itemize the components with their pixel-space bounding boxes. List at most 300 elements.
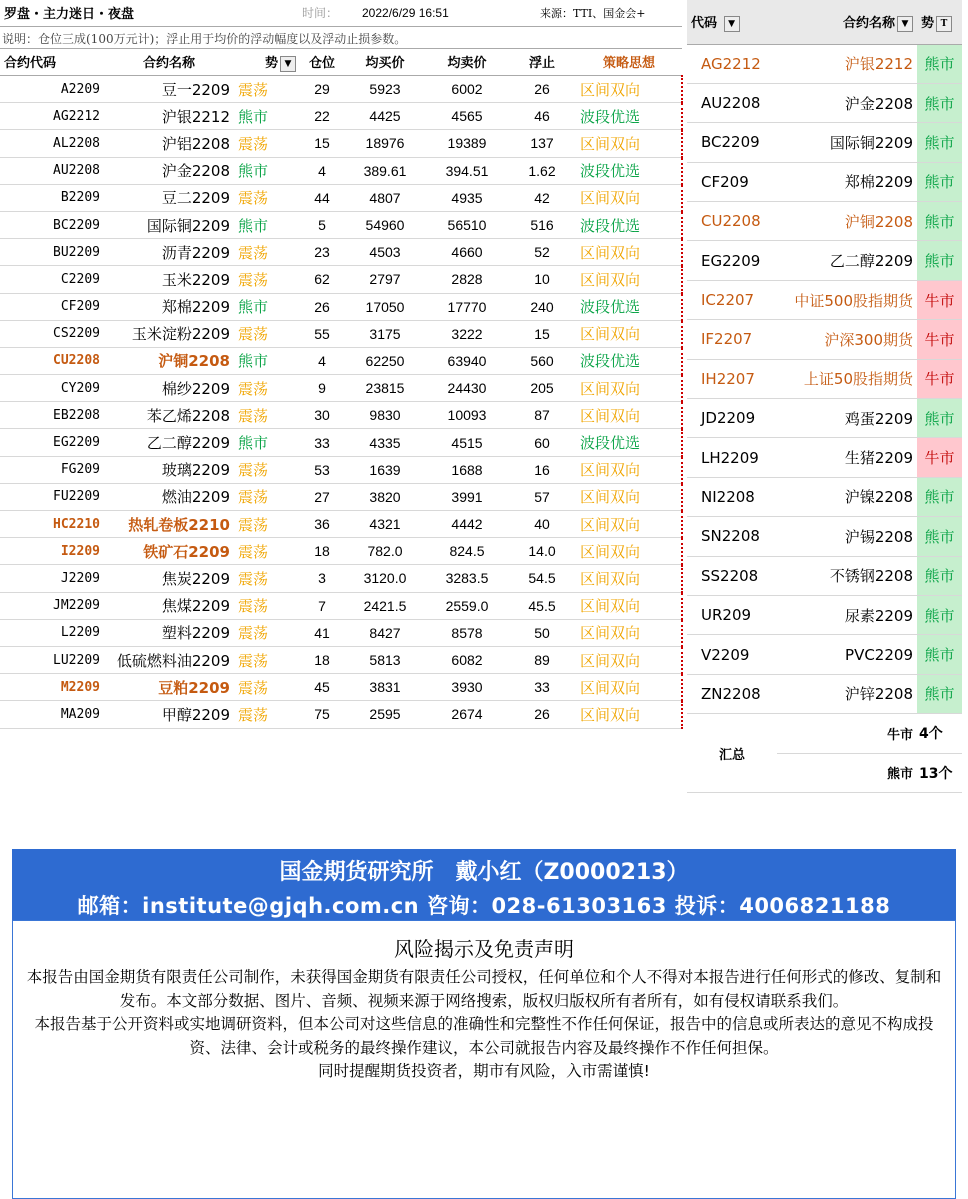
trend-row bbox=[687, 635, 962, 674]
avg-buy-cell: 4425 bbox=[344, 103, 426, 130]
contract-name: 燃油2209 bbox=[104, 483, 234, 510]
trend-summary-sheet bbox=[687, 0, 962, 793]
trend-name: PVC2209 bbox=[777, 635, 917, 674]
avg-sell-cell: 19389 bbox=[426, 130, 508, 157]
trend-code: IH2207 bbox=[687, 359, 777, 398]
position-cell: 18 bbox=[300, 646, 344, 673]
strategy-cell: 区间双向 bbox=[576, 619, 682, 646]
contract-code: AU2208 bbox=[0, 157, 104, 184]
avg-sell-cell: 4442 bbox=[426, 511, 508, 538]
strategy-cell: 区间双向 bbox=[576, 130, 682, 157]
table-row bbox=[0, 266, 682, 293]
position-cell: 55 bbox=[300, 320, 344, 347]
trend-name: 乙二醇2209 bbox=[777, 241, 917, 280]
col-avg-buy: 均买价 bbox=[344, 49, 426, 76]
strategy-cell: 区间双向 bbox=[576, 375, 682, 402]
position-cell: 33 bbox=[300, 429, 344, 456]
table-row bbox=[0, 76, 682, 103]
avg-buy-cell: 17050 bbox=[344, 293, 426, 320]
table-row bbox=[0, 565, 682, 592]
col-name: 合约名称 bbox=[104, 49, 234, 76]
table-row bbox=[0, 538, 682, 565]
dropdown-arrow-icon[interactable]: ▼ bbox=[280, 56, 296, 72]
col-float-stop: 浮止 bbox=[508, 49, 576, 76]
strategy-cell: 波段优选 bbox=[576, 157, 682, 184]
trend-code: IF2207 bbox=[687, 320, 777, 359]
strategy-cell: 区间双向 bbox=[576, 320, 682, 347]
trend-row bbox=[687, 83, 962, 122]
trend-value: 熊市 bbox=[917, 83, 962, 122]
strategy-cell: 区间双向 bbox=[576, 674, 682, 701]
strategy-cell: 区间双向 bbox=[576, 646, 682, 673]
trend-name: 沪深300期货 bbox=[777, 320, 917, 359]
position-cell: 22 bbox=[300, 103, 344, 130]
strategy-cell: 波段优选 bbox=[576, 211, 682, 238]
contract-name: 塑料2209 bbox=[104, 619, 234, 646]
trend-row bbox=[687, 477, 962, 516]
summary-bull-row bbox=[687, 714, 962, 753]
float-stop-cell: 205 bbox=[508, 375, 576, 402]
contract-name: 玉米淀粉2209 bbox=[104, 320, 234, 347]
avg-sell-cell: 24430 bbox=[426, 375, 508, 402]
float-stop-cell: 52 bbox=[508, 239, 576, 266]
contract-name: 郑棉2209 bbox=[104, 293, 234, 320]
avg-buy-cell: 9830 bbox=[344, 402, 426, 429]
main-sheet bbox=[0, 0, 682, 729]
float-stop-cell: 240 bbox=[508, 293, 576, 320]
avg-sell-cell: 8578 bbox=[426, 619, 508, 646]
trend-code: NI2208 bbox=[687, 477, 777, 516]
contract-code: LU2209 bbox=[0, 646, 104, 673]
trend-code: EG2209 bbox=[687, 241, 777, 280]
trend-name: 沪镍2208 bbox=[777, 477, 917, 516]
trend-value: 牛市 bbox=[917, 359, 962, 398]
position-cell: 45 bbox=[300, 674, 344, 701]
trend-value: 熊市 bbox=[917, 241, 962, 280]
trend-value: 熊市 bbox=[917, 477, 962, 516]
trend-row bbox=[687, 438, 962, 477]
col-avg-sell: 均卖价 bbox=[426, 49, 508, 76]
trend-code: SN2208 bbox=[687, 517, 777, 556]
float-stop-cell: 50 bbox=[508, 619, 576, 646]
contract-code: FG209 bbox=[0, 456, 104, 483]
contract-code: M2209 bbox=[0, 674, 104, 701]
disclaimer bbox=[12, 920, 956, 1199]
position-cell: 15 bbox=[300, 130, 344, 157]
contract-name: 苯乙烯2208 bbox=[104, 402, 234, 429]
avg-sell-cell: 56510 bbox=[426, 211, 508, 238]
float-stop-cell: 16 bbox=[508, 456, 576, 483]
contract-name: 焦煤2209 bbox=[104, 592, 234, 619]
trend-name: 国际铜2209 bbox=[777, 123, 917, 162]
rcol-code-label: 代码 bbox=[691, 16, 718, 31]
avg-buy-cell: 8427 bbox=[344, 619, 426, 646]
trend-name: 尿素2209 bbox=[777, 595, 917, 634]
contract-name: 豆粕2209 bbox=[104, 674, 234, 701]
avg-buy-cell: 3831 bbox=[344, 674, 426, 701]
trend-row bbox=[687, 320, 962, 359]
float-stop-cell: 560 bbox=[508, 347, 576, 374]
disclaimer-p2: 本报告基于公开资料或实地调研资料，但本公司对这些信息的准确性和完整性不作任何保证，报告中的信息或所表达的意见不构成投资、法律、会计或税务的最终操作建议，本公司就报告内容及最终操作不作任何担保。 bbox=[34, 1015, 934, 1057]
trend-value: 熊市 bbox=[917, 635, 962, 674]
position-cell: 62 bbox=[300, 266, 344, 293]
avg-sell-cell: 4515 bbox=[426, 429, 508, 456]
trend-row bbox=[687, 241, 962, 280]
trend-code: BC2209 bbox=[687, 123, 777, 162]
contract-code: BU2209 bbox=[0, 239, 104, 266]
trend-value: 熊市 bbox=[917, 399, 962, 438]
contract-name: 低硫燃料油2209 bbox=[104, 646, 234, 673]
position-cell: 29 bbox=[300, 76, 344, 103]
float-stop-cell: 26 bbox=[508, 701, 576, 728]
trend-cell: 熊市 bbox=[234, 211, 300, 238]
trend-code: CU2208 bbox=[687, 202, 777, 241]
trend-value: 牛市 bbox=[917, 280, 962, 319]
position-cell: 44 bbox=[300, 184, 344, 211]
float-stop-cell: 33 bbox=[508, 674, 576, 701]
trend-code: IC2207 bbox=[687, 280, 777, 319]
contract-code: EG2209 bbox=[0, 429, 104, 456]
trend-name: 沪锌2208 bbox=[777, 674, 917, 713]
trend-cell: 熊市 bbox=[234, 293, 300, 320]
trend-name: 沪金2208 bbox=[777, 83, 917, 122]
float-stop-cell: 54.5 bbox=[508, 565, 576, 592]
contract-code: JM2209 bbox=[0, 592, 104, 619]
trend-cell: 震荡 bbox=[234, 619, 300, 646]
position-cell: 36 bbox=[300, 511, 344, 538]
trend-value: 熊市 bbox=[917, 162, 962, 201]
contract-name: 玻璃2209 bbox=[104, 456, 234, 483]
avg-buy-cell: 782.0 bbox=[344, 538, 426, 565]
trend-cell: 震荡 bbox=[234, 402, 300, 429]
strategy-cell: 波段优选 bbox=[576, 429, 682, 456]
trend-row bbox=[687, 123, 962, 162]
avg-sell-cell: 394.51 bbox=[426, 157, 508, 184]
summary-bear-count: 13个 bbox=[917, 753, 962, 792]
strategy-cell: 区间双向 bbox=[576, 456, 682, 483]
position-cell: 5 bbox=[300, 211, 344, 238]
float-stop-cell: 14.0 bbox=[508, 538, 576, 565]
trend-row bbox=[687, 202, 962, 241]
avg-buy-cell: 389.61 bbox=[344, 157, 426, 184]
note: 说明：仓位三成(100万元计)；浮止用于均价的浮动幅度以及浮动止损参数。 bbox=[0, 27, 682, 49]
contract-code: CS2209 bbox=[0, 320, 104, 347]
float-stop-cell: 57 bbox=[508, 483, 576, 510]
strategy-cell: 区间双向 bbox=[576, 402, 682, 429]
table-header bbox=[0, 49, 682, 76]
avg-sell-cell: 824.5 bbox=[426, 538, 508, 565]
trend-name: 不锈钢2208 bbox=[777, 556, 917, 595]
table-row bbox=[0, 320, 682, 347]
trend-cell: 熊市 bbox=[234, 157, 300, 184]
trend-cell: 震荡 bbox=[234, 674, 300, 701]
table-row bbox=[0, 375, 682, 402]
trend-row bbox=[687, 162, 962, 201]
float-stop-cell: 10 bbox=[508, 266, 576, 293]
col-strategy: 策略思想 bbox=[576, 49, 682, 76]
position-cell: 27 bbox=[300, 483, 344, 510]
strategy-cell: 波段优选 bbox=[576, 347, 682, 374]
contract-name: 甲醇2209 bbox=[104, 701, 234, 728]
contract-name: 热轧卷板2210 bbox=[104, 511, 234, 538]
position-cell: 3 bbox=[300, 565, 344, 592]
float-stop-cell: 89 bbox=[508, 646, 576, 673]
table-row bbox=[0, 674, 682, 701]
table-row bbox=[0, 130, 682, 157]
table-row bbox=[0, 239, 682, 266]
rcol-name[interactable] bbox=[777, 0, 917, 44]
filter-icon[interactable]: T bbox=[936, 16, 952, 32]
avg-sell-cell: 2674 bbox=[426, 701, 508, 728]
avg-sell-cell: 6082 bbox=[426, 646, 508, 673]
trend-value: 牛市 bbox=[917, 438, 962, 477]
col-trend[interactable] bbox=[234, 49, 300, 76]
trend-cell: 熊市 bbox=[234, 429, 300, 456]
trend-cell: 震荡 bbox=[234, 646, 300, 673]
contract-name: 沪铝2208 bbox=[104, 130, 234, 157]
position-cell: 18 bbox=[300, 538, 344, 565]
trend-cell: 熊市 bbox=[234, 103, 300, 130]
table-row bbox=[0, 157, 682, 184]
rcol-trend-label: 势 bbox=[921, 16, 935, 31]
rcol-trend[interactable] bbox=[917, 0, 962, 44]
float-stop-cell: 1.62 bbox=[508, 157, 576, 184]
avg-sell-cell: 3283.5 bbox=[426, 565, 508, 592]
table-row bbox=[0, 701, 682, 728]
table-row bbox=[0, 293, 682, 320]
float-stop-cell: 137 bbox=[508, 130, 576, 157]
contract-name: 沥青2209 bbox=[104, 239, 234, 266]
trend-code: JD2209 bbox=[687, 399, 777, 438]
trend-code: SS2208 bbox=[687, 556, 777, 595]
trend-value: 熊市 bbox=[917, 674, 962, 713]
table-row bbox=[0, 211, 682, 238]
float-stop-cell: 46 bbox=[508, 103, 576, 130]
banner-contact: 邮箱：institute@gjqh.com.cn 咨询：028-61303163 投诉：4006821188 bbox=[77, 894, 891, 918]
float-stop-cell: 45.5 bbox=[508, 592, 576, 619]
avg-sell-cell: 1688 bbox=[426, 456, 508, 483]
position-cell: 30 bbox=[300, 402, 344, 429]
contract-code: MA209 bbox=[0, 701, 104, 728]
float-stop-cell: 516 bbox=[508, 211, 576, 238]
contract-code: B2209 bbox=[0, 184, 104, 211]
contract-code: CY209 bbox=[0, 375, 104, 402]
title-table bbox=[0, 0, 682, 27]
strategy-cell: 区间双向 bbox=[576, 239, 682, 266]
avg-sell-cell: 3930 bbox=[426, 674, 508, 701]
trend-name: 中证500股指期货 bbox=[777, 280, 917, 319]
avg-buy-cell: 54960 bbox=[344, 211, 426, 238]
trend-value: 牛市 bbox=[917, 320, 962, 359]
banner-institute: 国金期货研究所 戴小红（Z0000213） bbox=[279, 860, 689, 885]
trend-cell: 震荡 bbox=[234, 320, 300, 347]
contract-code: AG2212 bbox=[0, 103, 104, 130]
dropdown-arrow-icon[interactable]: ▼ bbox=[724, 16, 740, 32]
strategy-cell: 区间双向 bbox=[576, 184, 682, 211]
contract-name: 玉米2209 bbox=[104, 266, 234, 293]
contract-name: 沪银2212 bbox=[104, 103, 234, 130]
avg-sell-cell: 4935 bbox=[426, 184, 508, 211]
trend-code: ZN2208 bbox=[687, 674, 777, 713]
strategy-cell: 区间双向 bbox=[576, 511, 682, 538]
contract-name: 沪铜2208 bbox=[104, 347, 234, 374]
table-row bbox=[0, 619, 682, 646]
avg-sell-cell: 17770 bbox=[426, 293, 508, 320]
position-cell: 26 bbox=[300, 293, 344, 320]
strategy-cell: 区间双向 bbox=[576, 538, 682, 565]
trend-name: 沪铜2208 bbox=[777, 202, 917, 241]
trend-code: V2209 bbox=[687, 635, 777, 674]
avg-buy-cell: 3175 bbox=[344, 320, 426, 347]
float-stop-cell: 26 bbox=[508, 76, 576, 103]
trend-cell: 震荡 bbox=[234, 592, 300, 619]
table-row bbox=[0, 429, 682, 456]
trend-cell: 震荡 bbox=[234, 266, 300, 293]
avg-buy-cell: 62250 bbox=[344, 347, 426, 374]
trend-cell: 熊市 bbox=[234, 347, 300, 374]
trend-cell: 震荡 bbox=[234, 483, 300, 510]
contract-name: 豆一2209 bbox=[104, 76, 234, 103]
dropdown-arrow-icon[interactable]: ▼ bbox=[897, 16, 913, 32]
avg-sell-cell: 10093 bbox=[426, 402, 508, 429]
table-row bbox=[0, 347, 682, 374]
trend-cell: 震荡 bbox=[234, 130, 300, 157]
avg-buy-cell: 3820 bbox=[344, 483, 426, 510]
trend-name: 沪锡2208 bbox=[777, 517, 917, 556]
trend-name: 上证50股指期货 bbox=[777, 359, 917, 398]
contract-code: BC2209 bbox=[0, 211, 104, 238]
rcol-name-label: 合约名称 bbox=[842, 16, 895, 31]
avg-buy-cell: 3120.0 bbox=[344, 565, 426, 592]
avg-buy-cell: 1639 bbox=[344, 456, 426, 483]
table-row bbox=[0, 103, 682, 130]
trend-code: CF209 bbox=[687, 162, 777, 201]
float-stop-cell: 60 bbox=[508, 429, 576, 456]
avg-sell-cell: 4660 bbox=[426, 239, 508, 266]
contract-code: FU2209 bbox=[0, 483, 104, 510]
avg-buy-cell: 4503 bbox=[344, 239, 426, 266]
trend-row bbox=[687, 595, 962, 634]
avg-sell-cell: 3222 bbox=[426, 320, 508, 347]
avg-buy-cell: 5813 bbox=[344, 646, 426, 673]
position-cell: 4 bbox=[300, 347, 344, 374]
summary-bull-count: 4个 bbox=[917, 714, 962, 753]
contract-table bbox=[0, 49, 683, 729]
avg-buy-cell: 2595 bbox=[344, 701, 426, 728]
avg-buy-cell: 18976 bbox=[344, 130, 426, 157]
avg-buy-cell: 4335 bbox=[344, 429, 426, 456]
float-stop-cell: 87 bbox=[508, 402, 576, 429]
contract-name: 乙二醇2209 bbox=[104, 429, 234, 456]
contract-code: J2209 bbox=[0, 565, 104, 592]
avg-buy-cell: 2797 bbox=[344, 266, 426, 293]
position-cell: 4 bbox=[300, 157, 344, 184]
trend-value: 熊市 bbox=[917, 556, 962, 595]
position-cell: 53 bbox=[300, 456, 344, 483]
trend-value: 熊市 bbox=[917, 123, 962, 162]
trend-cell: 震荡 bbox=[234, 375, 300, 402]
avg-sell-cell: 2559.0 bbox=[426, 592, 508, 619]
trend-code: AU2208 bbox=[687, 83, 777, 122]
contract-code: HC2210 bbox=[0, 511, 104, 538]
rcol-code[interactable] bbox=[687, 0, 777, 44]
trend-name: 沪银2212 bbox=[777, 44, 917, 83]
position-cell: 23 bbox=[300, 239, 344, 266]
table-row bbox=[0, 456, 682, 483]
strategy-cell: 波段优选 bbox=[576, 103, 682, 130]
time-value: 2022/6/29 16:51 bbox=[358, 0, 536, 26]
strategy-cell: 区间双向 bbox=[576, 76, 682, 103]
trend-cell: 震荡 bbox=[234, 456, 300, 483]
disclaimer-title: 风险揭示及免责声明 bbox=[394, 937, 574, 961]
trend-table bbox=[687, 0, 962, 793]
contract-name: 焦炭2209 bbox=[104, 565, 234, 592]
avg-sell-cell: 4565 bbox=[426, 103, 508, 130]
strategy-cell: 区间双向 bbox=[576, 592, 682, 619]
trend-cell: 震荡 bbox=[234, 511, 300, 538]
trend-name: 鸡蛋2209 bbox=[777, 399, 917, 438]
contract-code: C2209 bbox=[0, 266, 104, 293]
table-row bbox=[0, 483, 682, 510]
sheet-title: 罗盘・主力迷日・夜盘 bbox=[0, 0, 230, 26]
trend-code: LH2209 bbox=[687, 438, 777, 477]
trend-cell: 震荡 bbox=[234, 76, 300, 103]
strategy-cell: 区间双向 bbox=[576, 701, 682, 728]
trend-row bbox=[687, 280, 962, 319]
trend-cell: 震荡 bbox=[234, 538, 300, 565]
disclaimer-p1: 本报告由国金期货有限责任公司制作，未获得国金期货有限责任公司授权，任何单位和个人不得对本报告进行任何形式的修改、复制和发布。本文部分数据、图片、音频、视频来源于网络搜索，版权归版权所有者所有，如有侵权请联系我们。 bbox=[26, 968, 942, 1010]
empty-cell bbox=[230, 0, 298, 26]
trend-value: 熊市 bbox=[917, 517, 962, 556]
source-label: 来源：TTI、国金会+ bbox=[536, 0, 682, 26]
trend-code: AG2212 bbox=[687, 44, 777, 83]
float-stop-cell: 42 bbox=[508, 184, 576, 211]
avg-sell-cell: 63940 bbox=[426, 347, 508, 374]
contract-name: 棉纱2209 bbox=[104, 375, 234, 402]
time-label: 时间： bbox=[298, 0, 358, 26]
col-position: 仓位 bbox=[300, 49, 344, 76]
table-row bbox=[0, 646, 682, 673]
avg-sell-cell: 3991 bbox=[426, 483, 508, 510]
contract-name: 豆二2209 bbox=[104, 184, 234, 211]
avg-sell-cell: 2828 bbox=[426, 266, 508, 293]
trend-code: UR209 bbox=[687, 595, 777, 634]
trend-value: 熊市 bbox=[917, 202, 962, 241]
position-cell: 75 bbox=[300, 701, 344, 728]
trend-row bbox=[687, 674, 962, 713]
position-cell: 41 bbox=[300, 619, 344, 646]
contract-code: AL2208 bbox=[0, 130, 104, 157]
avg-buy-cell: 4321 bbox=[344, 511, 426, 538]
contract-code: EB2208 bbox=[0, 402, 104, 429]
contract-code: A2209 bbox=[0, 76, 104, 103]
strategy-cell: 区间双向 bbox=[576, 266, 682, 293]
contract-code: CU2208 bbox=[0, 347, 104, 374]
avg-buy-cell: 2421.5 bbox=[344, 592, 426, 619]
col-trend-label: 势 bbox=[264, 56, 278, 71]
table-row bbox=[0, 511, 682, 538]
disclaimer-p3: 同时提醒期货投资者，期市有风险，入市需谨慎! bbox=[318, 1062, 650, 1080]
trend-value: 熊市 bbox=[917, 44, 962, 83]
table-row bbox=[0, 592, 682, 619]
trend-row bbox=[687, 517, 962, 556]
table-row bbox=[0, 402, 682, 429]
float-stop-cell: 15 bbox=[508, 320, 576, 347]
contact-banner bbox=[12, 849, 956, 920]
avg-buy-cell: 5923 bbox=[344, 76, 426, 103]
table-row bbox=[0, 184, 682, 211]
avg-sell-cell: 6002 bbox=[426, 76, 508, 103]
